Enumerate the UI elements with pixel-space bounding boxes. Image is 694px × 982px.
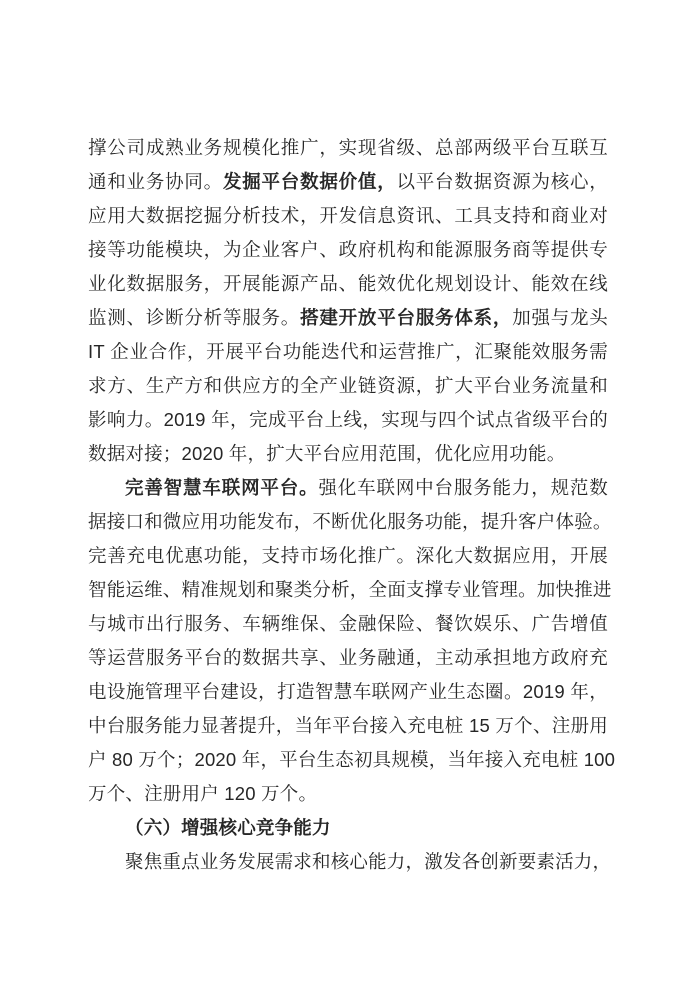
text-line [88,199,608,233]
text-run: 据接口和微应用功能发布，不断优化服务功能，提升客户体验。 [88,511,612,532]
text-run: 加强与龙头 [512,307,609,328]
text-line [88,675,608,709]
text-run: 中台服务能力显著提升，当年平台接入充电桩 15 万个、注册用 [88,715,608,736]
document-body [88,131,616,879]
text-line [88,641,608,675]
text-run: 智能运维、精准规划和聚类分析，全面支撑专业管理。加快推进 [88,579,612,600]
text-line [88,505,612,539]
text-line [88,709,608,743]
text-run: 户 80 万个；2020 年，平台生态初具规模，当年接入充电桩 100 [88,749,616,770]
text-run: 数据对接；2020 年，扩大平台应用范围，优化应用功能。 [88,443,566,464]
text-line [88,301,608,335]
text-run: IT 企业合作，开展平台功能迭代和运营推广，汇聚能效服务需 [88,341,608,362]
text-run: 等运营服务平台的数据共享、业务融通，主动承担地方政府充 [88,647,608,668]
text-line [88,267,608,301]
text-run: 搭建开放平台服务体系， [300,307,513,328]
text-run: 应用大数据挖掘分析技术，开发信息资讯、工具支持和商业对 [88,205,608,226]
text-line [88,335,608,369]
text-line [88,437,608,471]
text-run: 与城市出行服务、车辆维保、金融保险、餐饮娱乐、广告增值 [88,613,608,634]
text-run: 业化数据服务，开展能源产品、能效优化规划设计、能效在线 [88,273,608,294]
text-run: 强化车联网中台服务能力，规范数 [318,477,608,498]
text-run: 完善充电优惠功能，支持市场化推广。深化大数据应用，开展 [88,545,608,566]
text-run: 电设施管理平台建设，打造智慧车联网产业生态圈。2019 年， [88,681,608,702]
text-run: 以平台数据资源为核心， [396,171,609,192]
text-line [88,539,608,573]
text-run: 发掘平台数据价值， [222,171,397,192]
text-line [88,777,608,811]
text-line [88,573,612,607]
text-line [88,233,608,267]
text-run: 影响力。2019 年，完成平台上线，实现与四个试点省级平台的 [88,409,608,430]
text-line [88,607,608,641]
section-heading [88,811,608,845]
text-line [88,845,612,879]
text-run: 万个、注册用户 120 万个。 [88,783,318,804]
text-line [88,165,608,199]
text-run: 撑公司成熟业务规模化推广，实现省级、总部两级平台互联互 [88,137,608,158]
text-run: 完善智慧车联网平台。 [125,477,319,498]
text-line [88,743,616,777]
text-run: 聚焦重点业务发展需求和核心能力，激发各创新要素活力， [125,851,612,872]
text-line [88,131,608,165]
text-line [88,471,608,505]
text-line [88,369,608,403]
text-run: 监测、诊断分析等服务。 [88,307,301,328]
text-run: （六）增强核心竞争能力 [125,817,331,838]
text-line [88,403,608,437]
text-run: 接等功能模块，为企业客户、政府机构和能源服务商等提供专 [88,239,608,260]
text-run: 通和业务协同。 [88,171,223,192]
text-run: 求方、生产方和供应方的全产业链资源，扩大平台业务流量和 [88,375,608,396]
